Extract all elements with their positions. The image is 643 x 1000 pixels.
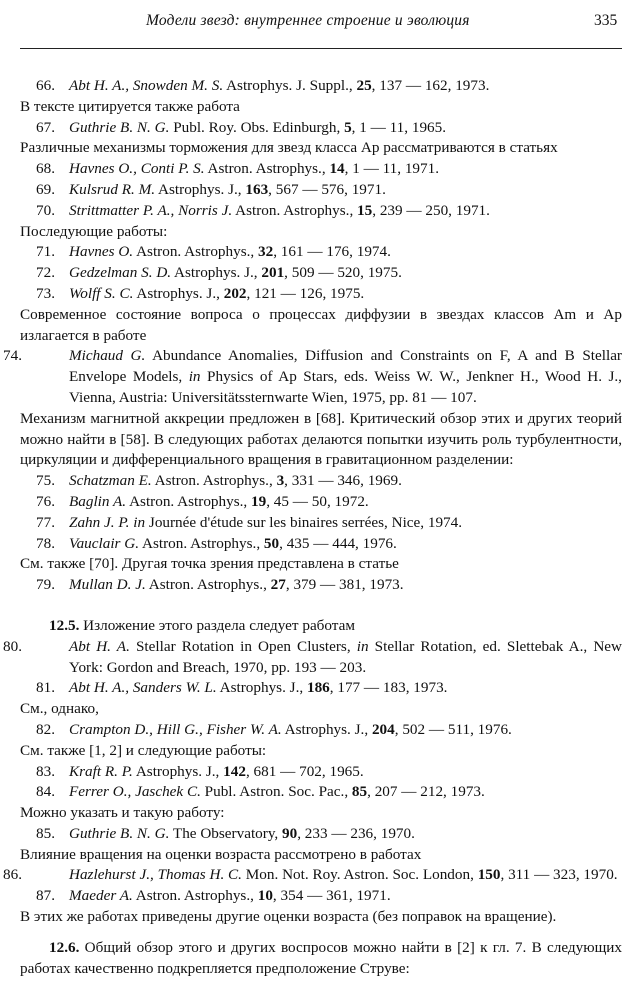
reference-74: 74. Michaud G. Abundance Anomalies, Diffusion and Constraints on F, A and B Stellar Envelope Models, in Physics of Ap Stars, eds. Weiss W. W., Jenkner H., Wood H. J., Vienna, Austria: Universitätssternwarte Wien, 1975, pp. 81 — 107. <box>3 347 622 406</box>
paragraph-8: См. также [1, 2] и следующие работы: <box>20 741 267 759</box>
paragraph-9: Можно указать и такую работу: <box>20 804 225 822</box>
running-title: Модели звезд: внутреннее строение и эволюция <box>146 12 470 29</box>
spacer <box>20 596 622 616</box>
reference-69: 69. Kulsrud R. M. Astrophys. J., 163, 567 — 576, 1971. <box>36 180 386 198</box>
running-header <box>0 10 643 38</box>
paragraph-10: Влияние вращения на оценки возраста рассмотрено в работах <box>20 845 422 863</box>
reference-87: 87. Maeder A. Astron. Astrophys., 10, 354 — 361, 1971. <box>36 887 391 905</box>
reference-85: 85. Guthrie B. N. G. The Observatory, 90, 233 — 236, 1970. <box>36 824 415 842</box>
reference-71: 71. Havnes O. Astron. Astrophys., 32, 161 — 176, 1974. <box>36 243 391 261</box>
paragraph-1: В тексте цитируется также работа <box>20 97 240 115</box>
paragraph-5: Механизм магнитной аккреции предложен в [68]. Критический обзор этих и других теорий можно найти в [58]. В следующих работах делаются попытки изучить роль турбулентности, циркуляции и дифференциального вращения в гравитационном разделении: <box>20 409 622 469</box>
reference-81: 81. Abt H. A., Sanders W. L. Astrophys. J., 186, 177 — 183, 1973. <box>36 679 448 697</box>
reference-73: 73. Wolff S. C. Astrophys. J., 202, 121 — 126, 1975. <box>36 284 365 302</box>
reference-68: 68. Havnes O., Conti P. S. Astron. Astrophys., 14, 1 — 11, 1971. <box>36 160 439 178</box>
reference-76: 76. Baglin A. Astron. Astrophys., 19, 45 — 50, 1972. <box>36 492 369 510</box>
paragraph-7: См., однако, <box>20 700 99 718</box>
header-rule <box>20 48 622 49</box>
reference-82: 82. Crampton D., Hill G., Fisher W. A. Astrophys. J., 204, 502 — 511, 1976. <box>36 720 512 738</box>
section-12-5: 12.5. Изложение этого раздела следует работам <box>49 616 355 634</box>
reference-80: 80. Abt H. A. Stellar Rotation in Open Clusters, in Stellar Rotation, ed. Slettebak A., New York: Gordon and Breach, 1970, pp. 193 — 203. <box>3 637 623 676</box>
reference-83: 83. Kraft R. P. Astrophys. J., 142, 681 — 702, 1965. <box>36 762 364 780</box>
reference-list <box>3 76 623 979</box>
reference-67: 67. Guthrie B. N. G. Publ. Roy. Obs. Edinburgh, 5, 1 — 11, 1965. <box>36 118 447 136</box>
reference-84: 84. Ferrer O., Jaschek C. Publ. Astron. Soc. Pac., 85, 207 — 212, 1973. <box>36 783 485 801</box>
paragraph-4: Современное состояние вопроса о процессах диффузии в звездах классов Am и Ар излагается в работе <box>20 305 622 344</box>
reference-77: 77. Zahn J. P. in Journée d'étude sur les binaires serrées, Nice, 1974. <box>36 513 463 531</box>
paragraph-11: В этих же работах приведены другие оценки возраста (без поправок на вращение). <box>20 908 557 926</box>
reference-66: 66. Abt H. A., Snowden M. S. Astrophys. J. Suppl., 25, 137 — 162, 1973. <box>36 77 490 94</box>
reference-75: 75. Schatzman E. Astron. Astrophys., 3, 331 — 346, 1969. <box>36 472 402 490</box>
reference-72: 72. Gedzelman S. D. Astrophys. J., 201, 509 — 520, 1975. <box>36 264 402 282</box>
spacer <box>20 928 622 938</box>
paragraph-2: Различные механизмы торможения для звезд класса Ар рассматриваются в статьях <box>20 139 558 157</box>
reference-78: 78. Vauclair G. Astron. Astrophys., 50, 435 — 444, 1976. <box>36 534 397 552</box>
paragraph-6: См. также [70]. Другая точка зрения представлена в статье <box>20 555 399 573</box>
page-number: 335 <box>594 12 618 29</box>
section-12-6: 12.6. Общий обзор этого и других воспросов можно найти в [2] к гл. 7. В следующих работах качественно подкрепляется предположение Струве: <box>20 938 622 977</box>
reference-86: 86. Hazlehurst J., Thomas H. C. Mon. Not. Roy. Astron. Soc. London, 150, 311 — 323, 1970. <box>3 866 618 884</box>
reference-79: 79. Mullan D. J. Astron. Astrophys., 27, 379 — 381, 1973. <box>36 576 404 594</box>
paragraph-3: Последующие работы: <box>20 222 168 240</box>
reference-70: 70. Strittmatter P. A., Norris J. Astron. Astrophys., 15, 239 — 250, 1971. <box>36 201 490 219</box>
